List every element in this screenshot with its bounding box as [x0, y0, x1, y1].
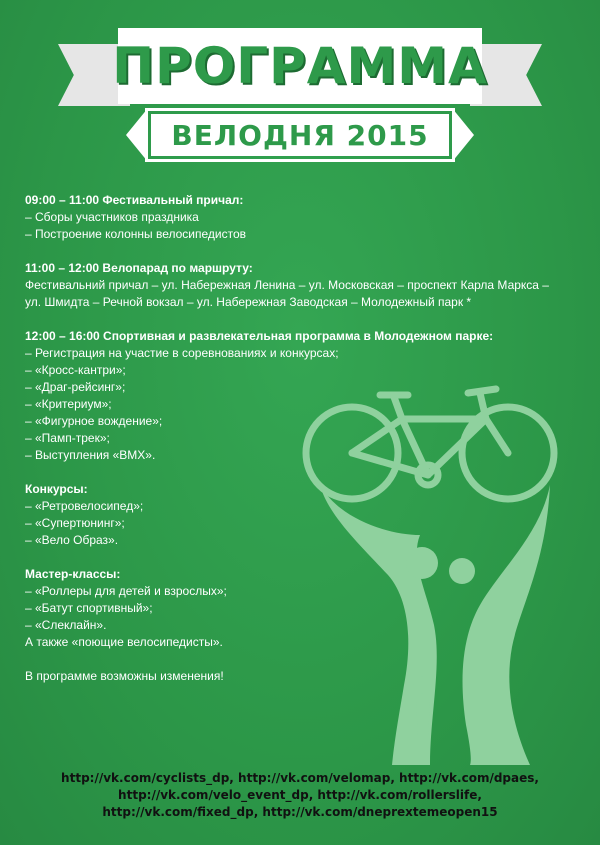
list-item: – «Вело Образ».	[25, 533, 119, 547]
section-heading: 09:00 – 11:00 Фестивальный причал:	[25, 193, 244, 207]
section-heading: 12:00 – 16:00 Спортивная и развлекательная программа в Молодежном парке:	[25, 329, 494, 343]
list-item: – Регистрация на участие в соревнованиях и конкурсах;	[25, 346, 339, 360]
page-subtitle: ВЕЛОДНЯ 2015	[171, 118, 429, 152]
list-item: – «Кросс-кантри»;	[25, 363, 126, 377]
list-item: ул. Шмидта – Речной вокзал – ул. Набережная Заводская – Молодежный парк *	[25, 295, 472, 309]
link-line[interactable]: http://vk.com/fixed_dp, http://vk.com/dneprextemeopen15	[102, 805, 498, 819]
section-festival-pier	[25, 192, 585, 243]
list-item: – Выступления «BMX».	[25, 448, 156, 462]
page-title: ПРОГРАММА	[112, 37, 488, 95]
link-line[interactable]: http://vk.com/velo_event_dp, http://vk.com/rollerslife,	[118, 788, 482, 802]
list-item: А также «поющие велосипедисты».	[25, 635, 223, 649]
list-item: – «Супертюнинг»;	[25, 516, 125, 530]
list-item: – «Роллеры для детей и взрослых»;	[25, 584, 227, 598]
list-item: – Сборы участников праздника	[25, 210, 199, 224]
bicycle-held-by-figures-icon	[300, 385, 570, 765]
link-line[interactable]: http://vk.com/cyclists_dp, http://vk.com/velomap, http://vk.com/dpaes,	[61, 771, 539, 785]
list-item: – «Слеклайн».	[25, 618, 107, 632]
social-links	[0, 770, 600, 821]
subtitle-banner	[145, 108, 455, 162]
list-item: – «Драг-рейсинг»;	[25, 380, 126, 394]
changes-notice: В программе возможны изменения!	[25, 669, 224, 683]
section-parade-route	[25, 260, 585, 311]
list-item: – «Ретровелосипед»;	[25, 499, 144, 513]
list-item: – Построение колонны велосипедистов	[25, 227, 247, 241]
list-item: – «Фигурное вождение»;	[25, 414, 163, 428]
section-heading: 11:00 – 12:00 Велопарад по маршруту:	[25, 261, 253, 275]
list-item: – «Критериум»;	[25, 397, 112, 411]
section-heading: Мастер-классы:	[25, 567, 121, 581]
section-heading: Конкурсы:	[25, 482, 88, 496]
list-item: – «Памп-трек»;	[25, 431, 110, 445]
list-item: – «Батут спортивный»;	[25, 601, 153, 615]
list-item: Фестивальний причал – ул. Набережная Ленина – ул. Московская – проспект Карла Маркса –	[25, 278, 549, 292]
